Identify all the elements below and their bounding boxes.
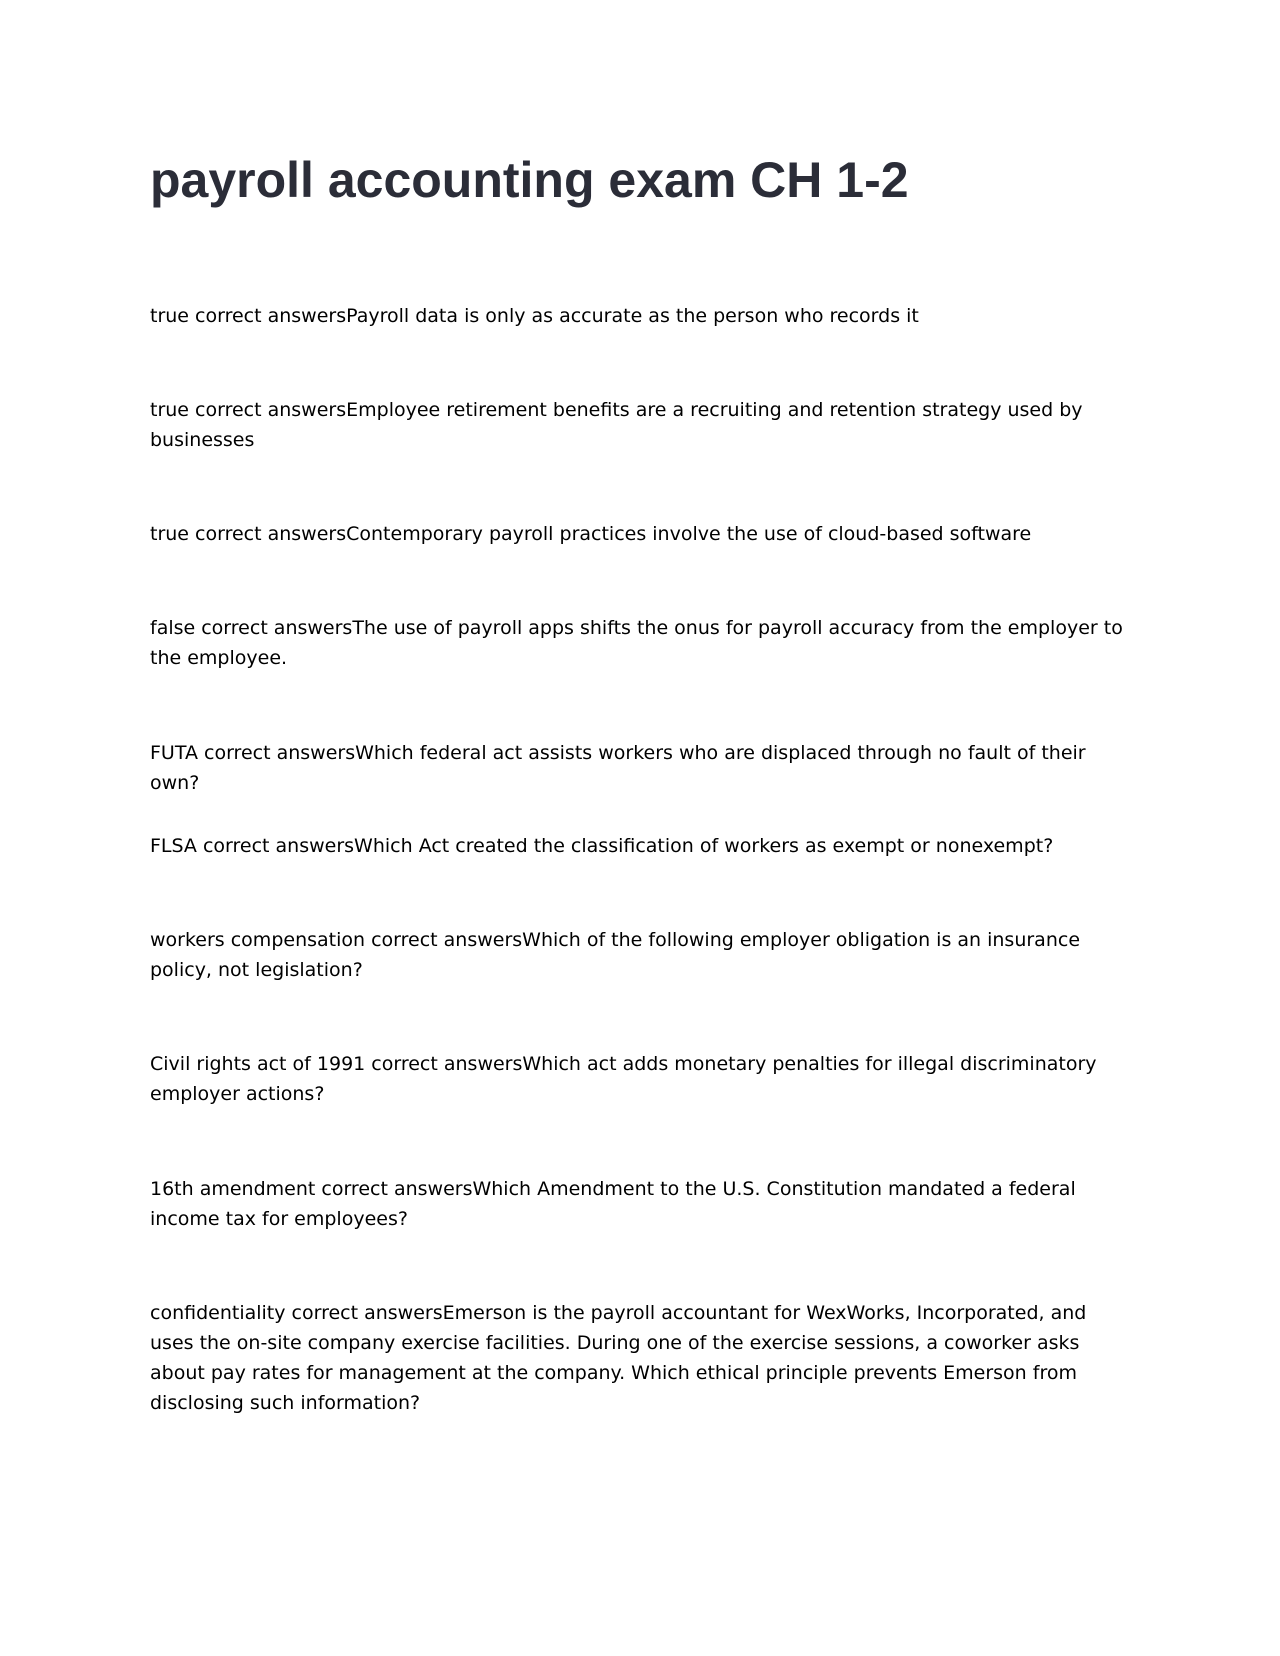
page-title: payroll accounting exam CH 1-2 [150, 152, 909, 208]
qa-item: FUTA correct answersWhich federal act assists workers who are displaced through no fault of their own? [150, 742, 1086, 794]
qa-item: false correct answersThe use of payroll apps shifts the onus for payroll accuracy from the employer to the employee. [150, 617, 1123, 669]
qa-item: true correct answersPayroll data is only as accurate as the person who records it [150, 305, 919, 327]
qa-item: confidentiality correct answersEmerson is the payroll accountant for WexWorks, Incorporated, and uses the on-site company exercise facilities. During one of the exercise sessions, a coworker asks about pay rates for management at the company. Which ethical principle prevents Emerson from disclosing such information? [150, 1302, 1087, 1414]
qa-item: FLSA correct answersWhich Act created the classification of workers as exempt or nonexempt? [150, 835, 1054, 857]
qa-item: Civil rights act of 1991 correct answersWhich act adds monetary penalties for illegal discriminatory employer actions? [150, 1053, 1097, 1105]
qa-item: workers compensation correct answersWhich of the following employer obligation is an insurance policy, not legislation? [150, 929, 1081, 981]
qa-item: true correct answersContemporary payroll practices involve the use of cloud-based software [150, 523, 1032, 545]
qa-item: true correct answersEmployee retirement benefits are a recruiting and retention strategy used by businesses [150, 399, 1083, 451]
qa-item: 16th amendment correct answersWhich Amendment to the U.S. Constitution mandated a federal income tax for employees? [150, 1178, 1076, 1230]
